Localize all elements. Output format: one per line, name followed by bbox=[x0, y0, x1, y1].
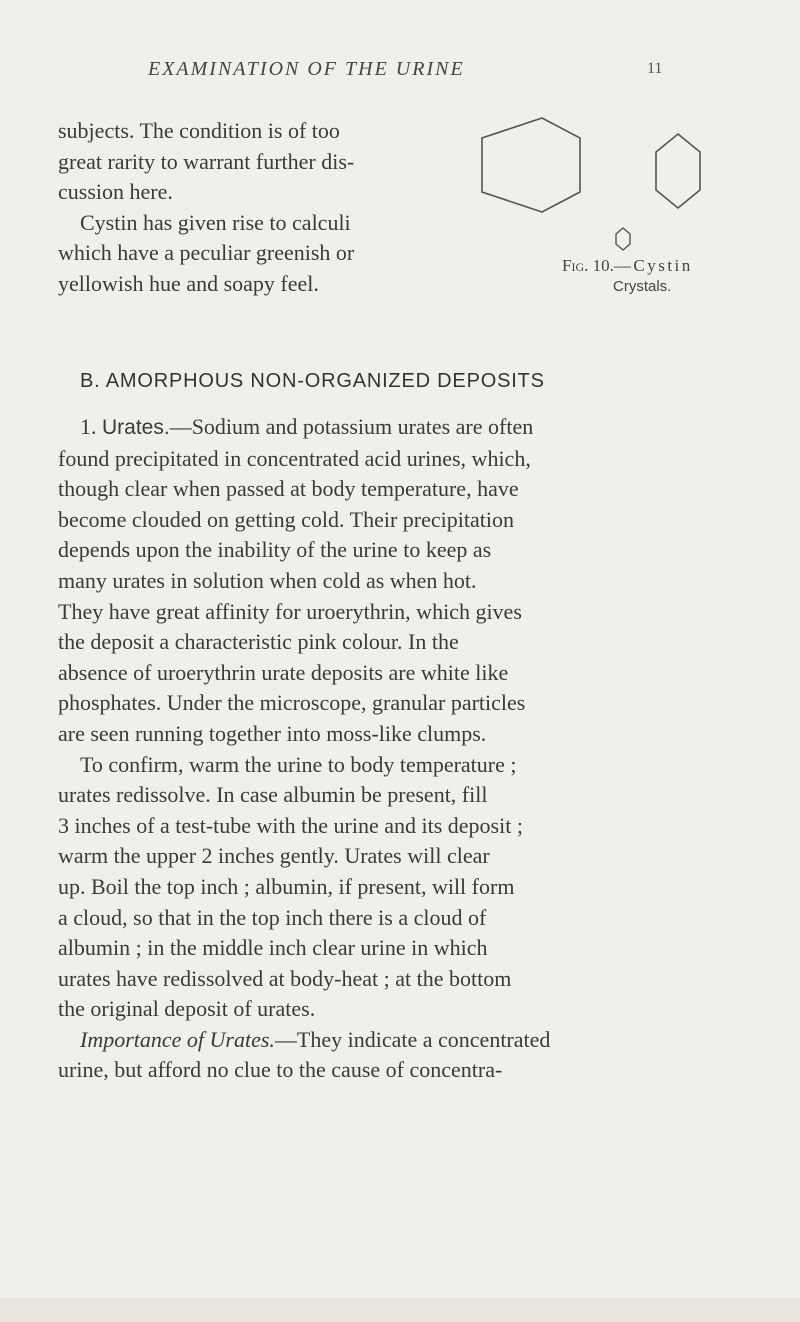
page-bottom-edge bbox=[0, 1298, 800, 1322]
para1-first-line bbox=[58, 412, 742, 444]
urates-section-body bbox=[58, 412, 742, 1086]
para3-term: Importance of Urates. bbox=[80, 1026, 275, 1052]
para3-line: —They indicate a concentrated bbox=[274, 1026, 551, 1052]
intro-line: yellowish hue and soapy feel. bbox=[58, 270, 319, 296]
para1-line: become clouded on getting cold. Their precipitation bbox=[58, 506, 514, 532]
cystin-crystals-figure bbox=[460, 108, 760, 268]
figure-label: Fig. 10. bbox=[562, 256, 614, 275]
hexagon-crystals-illustration bbox=[460, 108, 760, 268]
para1-line: many urates in solution when cold as when hot. bbox=[58, 567, 477, 593]
para1-line: the deposit a characteristic pink colour. In the bbox=[58, 629, 459, 655]
intro-line: subjects. The condition is of too bbox=[58, 118, 340, 143]
para1-line: absence of uroerythrin urate deposits are white like bbox=[58, 659, 509, 685]
medium-hexagon-crystal bbox=[656, 134, 700, 208]
page-number: 11 bbox=[647, 60, 663, 77]
para1-line: They have great affinity for uroerythrin, which gives bbox=[58, 598, 522, 624]
running-head-title: EXAMINATION OF THE URINE bbox=[148, 58, 465, 80]
figure-caption bbox=[562, 256, 693, 276]
intro-line: cussion here. bbox=[58, 179, 173, 205]
para2-line: To confirm, warm the urine to body temperature ; bbox=[80, 751, 517, 777]
para2-line: warm the upper 2 inches gently. Urates will clear bbox=[58, 843, 490, 869]
figure-title: —Cystin bbox=[613, 256, 693, 275]
para1-line: found precipitated in concentrated acid urines, which, bbox=[58, 445, 531, 471]
para2-line: the original deposit of urates. bbox=[58, 996, 316, 1022]
para2-line: urates redissolve. In case albumin be present, fill bbox=[58, 782, 488, 808]
para1-line: phosphates. Under the microscope, granular particles bbox=[58, 690, 526, 716]
intro-line: Cystin has given rise to calculi bbox=[80, 209, 351, 235]
intro-line: which have a peculiar greenish or bbox=[58, 240, 355, 266]
figure-subtitle: Crystals. bbox=[613, 278, 672, 295]
para1-term: Urates. bbox=[102, 416, 170, 439]
para2-line: albumin ; in the middle inch clear urine in which bbox=[58, 935, 488, 961]
para1-line: depends upon the inability of the urine to keep as bbox=[58, 537, 492, 563]
para3-line: urine, but afford no clue to the cause of concentra- bbox=[58, 1057, 503, 1083]
small-hexagon-crystal bbox=[616, 228, 630, 250]
para2-line: up. Boil the top inch ; albumin, if present, will form bbox=[58, 873, 515, 899]
section-heading: B. AMORPHOUS NON-ORGANIZED DEPOSITS bbox=[80, 370, 545, 392]
running-head bbox=[0, 58, 800, 92]
para2-line: urates have redissolved at body-heat ; at the bottom bbox=[58, 965, 512, 991]
para3-first-line bbox=[58, 1025, 742, 1056]
para1-line: though clear when passed at body temperature, have bbox=[58, 476, 519, 502]
para1-line: are seen running together into moss-like clumps. bbox=[58, 720, 487, 746]
para1-number: 1. bbox=[80, 414, 97, 439]
large-hexagon-crystal bbox=[482, 118, 580, 212]
intro-line: great rarity to warrant further dis- bbox=[58, 148, 355, 174]
para1-line: —Sodium and potassium urates are often bbox=[169, 414, 534, 439]
para2-line: a cloud, so that in the top inch there is a cloud of bbox=[58, 904, 487, 930]
para2-line: 3 inches of a test-tube with the urine and its deposit ; bbox=[58, 812, 523, 838]
